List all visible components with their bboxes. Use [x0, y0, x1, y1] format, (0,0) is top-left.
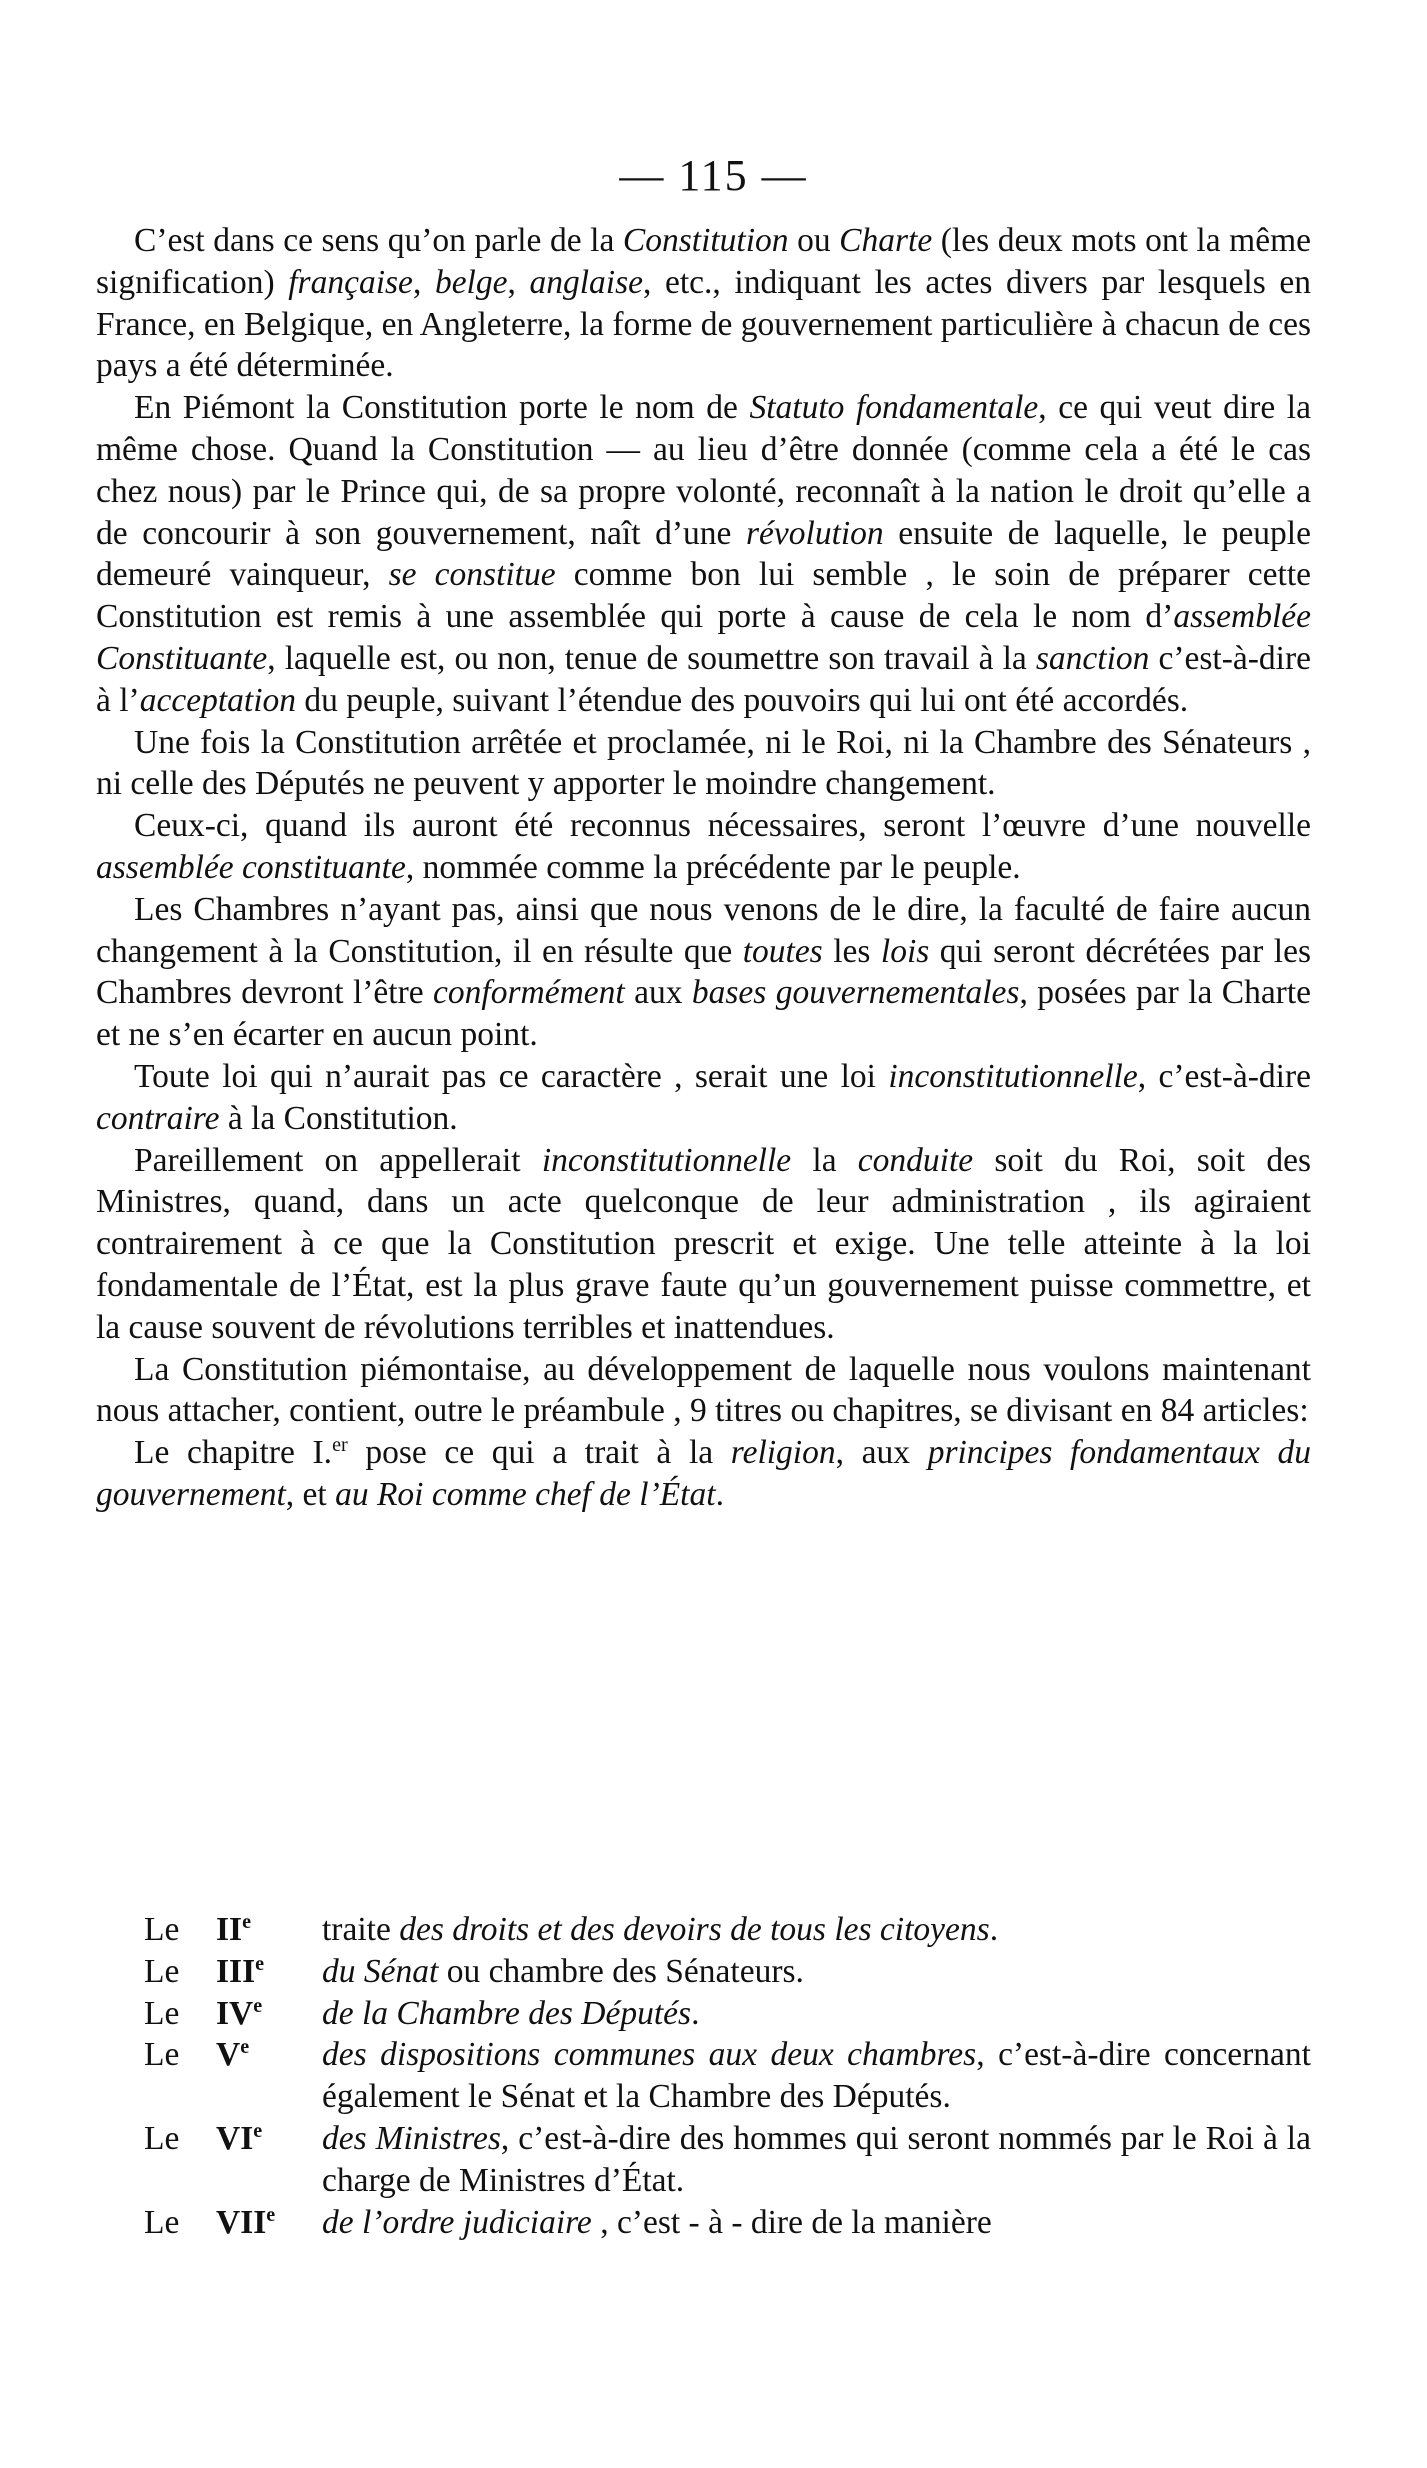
chapter-article: Le: [144, 2036, 180, 2074]
text-segment: qui seront décrétées par les Chambres devront l’être: [96, 932, 1312, 1012]
italic-text: révolution: [745, 514, 884, 552]
chapter-numeral: II: [216, 1911, 243, 1948]
text-segment: (les deux mots ont la même signification): [96, 222, 1312, 301]
chapter-number: [216, 2034, 322, 2076]
text-segment: En Piémont la Constitution porte le nom de: [134, 389, 750, 427]
italic-text: religion: [730, 1434, 836, 1472]
chapter-row: [96, 2034, 1311, 2118]
italic-text: contraire: [96, 1099, 220, 1137]
text-segment: Le chapitre I.: [134, 1434, 333, 1472]
chapter-number: [216, 1909, 322, 1951]
text-segment: , c’est-à-dire: [1137, 1057, 1311, 1095]
text-segment: comme bon lui semble , le soin de préparer cette Constitution est remis à une assemblée qui porte à cause de cela le nom d’: [96, 556, 1311, 636]
italic-text: toutes: [742, 932, 823, 970]
italic-text: acceptation: [139, 681, 296, 719]
chapter-ordinal-suffix: e: [266, 2203, 276, 2226]
chapter-numeral: III: [216, 1952, 256, 1990]
italic-text: conduite: [857, 1141, 974, 1179]
chapter-ordinal-suffix: e: [253, 1994, 263, 2017]
chapter-numeral: VII: [216, 2203, 267, 2241]
text-segment: , et: [285, 1475, 336, 1513]
chapter-row: [96, 1993, 1311, 2035]
chapter-ordinal-suffix: e: [253, 2119, 263, 2142]
text-segment: , nommée comme la précédente par le peuple.: [405, 848, 1021, 886]
chapter-article: Le: [144, 1994, 180, 2032]
text-segment: , posées par la Charte et ne s’en écarter en aucun point.: [96, 974, 1312, 1054]
text-segment: , aux: [835, 1434, 928, 1472]
text-segment: Toute loi qui n’aurait pas ce caractère , serait une loi: [134, 1057, 889, 1095]
text-segment: Une fois la Constitution arrêtée et proclamée, ni le Roi, ni la Chambre des Sénateurs , ni celle des Députés ne peuvent y apporter le moindre changement.: [96, 723, 1311, 803]
superscript-text: er: [332, 1433, 348, 1456]
chapter-number: [216, 2202, 322, 2244]
chapter-article: Le: [144, 1911, 180, 1948]
text-segment: aux: [624, 974, 692, 1012]
text-segment: traite: [322, 1911, 400, 1948]
text-segment: , c’est-à-dire concernant également le Sénat et la Chambre des Députés.: [322, 2036, 1311, 2116]
italic-text: conformément: [433, 974, 625, 1012]
paragraph: [96, 1432, 1311, 1516]
text-segment: Pareillement on appellerait: [134, 1141, 542, 1179]
chapter-description: [322, 2118, 1311, 2202]
chapter-row: [96, 1909, 1311, 1951]
chapter-list: [96, 1909, 1311, 2243]
text-segment: soit du Roi, soit des Ministres, quand, dans un acte quelconque de leur administration , ils agiraient contrairement à ce que la Constitution prescrit et exige. Une telle atteinte à la loi fondamentale de l’État, est la plus grave faute qu’un gouvernement puisse commettre, et la cause souvent de révolutions terribles et inattendues.: [96, 1141, 1311, 1346]
italic-text: bases gouvernementales: [691, 974, 1020, 1012]
text-segment: c’est-à-dire à l’: [96, 639, 1311, 719]
paragraph: [96, 805, 1311, 889]
chapter-description: [322, 1909, 1311, 1951]
text-segment: , ce qui veut dire la même chose. Quand la Constitution — au lieu d’être donnée (comme cela a été le cas chez nous) par le Prince qui, de sa propre volonté, reconnaît à la nation le droit qu’elle a de concourir à son gouvernement, naît d’une: [96, 389, 1311, 552]
italic-text: assemblée constituante: [96, 848, 406, 886]
chapter-row: [96, 2202, 1311, 2244]
italic-text: se constitue: [388, 556, 556, 594]
italic-text: de la Chambre des Députés: [322, 1994, 692, 2032]
chapter-number: [216, 1993, 322, 2035]
body-text: [96, 220, 1311, 1516]
chapter-ordinal-suffix: e: [240, 2036, 250, 2059]
text-segment: , c’est - à - dire de la manière: [591, 2203, 992, 2241]
italic-text: belge: [434, 263, 508, 301]
chapter-ordinal-suffix: e: [242, 1910, 251, 1933]
text-segment: .: [989, 1911, 999, 1948]
italic-text: des Ministres: [322, 2119, 501, 2157]
chapter-number: [216, 2118, 322, 2160]
text-segment: ou chambre des Sénateurs.: [438, 1952, 804, 1990]
text-segment: ou: [788, 222, 840, 259]
italic-text: assemblée Constituante: [96, 598, 1311, 677]
italic-text: des droits et des devoirs de tous les citoyens: [399, 1911, 990, 1948]
chapter-number: [216, 1951, 322, 1993]
italic-text: Statuto fondamentale: [749, 389, 1039, 427]
paragraph: [96, 1056, 1311, 1140]
italic-text: du Sénat: [322, 1952, 439, 1990]
paragraph: [96, 722, 1311, 806]
text-segment: ensuite de laquelle, le peuple demeuré vainqueur,: [96, 514, 1311, 594]
chapter-description: [322, 1993, 1311, 2035]
chapter-description: [322, 2034, 1311, 2118]
text-segment: du peuple, suivant l’étendue des pouvoirs qui lui ont été accordés.: [296, 681, 1189, 719]
chapter-ordinal-suffix: e: [255, 1952, 265, 1975]
italic-text: inconstitutionnelle: [541, 1141, 792, 1179]
text-segment: , c’est-à-dire des hommes qui seront nommés par le Roi à la charge de Ministres d’État.: [322, 2119, 1311, 2199]
paragraph: [96, 220, 1311, 387]
text-segment: .: [691, 1994, 700, 2032]
chapter-article: Le: [144, 2119, 180, 2157]
page-number: — 115 —: [619, 151, 808, 200]
text-segment: .: [715, 1475, 724, 1513]
italic-text: sanction: [1035, 639, 1150, 677]
chapter-numeral: VI: [216, 2119, 254, 2157]
chapter-description: [322, 1951, 1311, 1993]
italic-text: au Roi comme chef de l’État: [335, 1475, 716, 1513]
chapter-row: [96, 2118, 1311, 2202]
text-segment: Ceux-ci, quand ils auront été reconnus nécessaires, seront l’œuvre d’une nouvelle: [134, 807, 1311, 845]
italic-text: des dispositions communes aux deux chambres: [322, 2036, 977, 2074]
chapter-row: [96, 1951, 1311, 1993]
text-segment: Les Chambres n’ayant pas, ainsi que nous venons de le dire, la faculté de faire aucun changement à la Constitution, il en résulte que: [96, 890, 1311, 970]
text-segment: la: [791, 1141, 858, 1179]
text-segment: , etc., indiquant les actes divers par lesquels en France, en Belgique, en Angleterre, la forme de gouvernement particulière à chacun de ces pays a été déterminée.: [96, 263, 1312, 385]
italic-text: anglaise: [529, 263, 644, 301]
italic-text: principes fondamentaux du gouvernement: [96, 1434, 1311, 1513]
paragraph: [96, 1349, 1311, 1433]
text-segment: à la Constitution.: [219, 1099, 458, 1137]
chapter-description: [322, 2202, 1311, 2244]
italic-text: inconstitutionnelle: [888, 1057, 1138, 1095]
paragraph: [96, 387, 1311, 721]
italic-text: française: [288, 263, 413, 301]
text-segment: C’est dans ce sens qu’on parle de la: [134, 222, 623, 259]
chapter-article: Le: [144, 1952, 180, 1990]
paragraph: [96, 889, 1311, 1056]
chapter-article: Le: [144, 2203, 180, 2241]
chapter-numeral: V: [216, 2036, 241, 2074]
text-segment: pose ce qui a trait à la: [347, 1434, 731, 1472]
italic-text: lois: [880, 932, 930, 970]
text-segment: les: [822, 932, 881, 970]
chapter-numeral: IV: [216, 1994, 254, 2032]
italic-text: Charte: [839, 222, 933, 259]
italic-text: de l’ordre judiciaire: [322, 2203, 592, 2241]
text-segment: ,: [507, 263, 530, 301]
text-segment: La Constitution piémontaise, au développement de laquelle nous voulons maintenant nous attacher, contient, outre le préambule , 9 titres ou chapitres, se divisant en 84 articles:: [96, 1350, 1311, 1430]
text-segment: , laquelle est, ou non, tenue de soumettre son travail à la: [267, 639, 1036, 677]
italic-text: Constitution: [622, 222, 789, 259]
paragraph: [96, 1140, 1311, 1349]
text-segment: ,: [412, 263, 435, 301]
